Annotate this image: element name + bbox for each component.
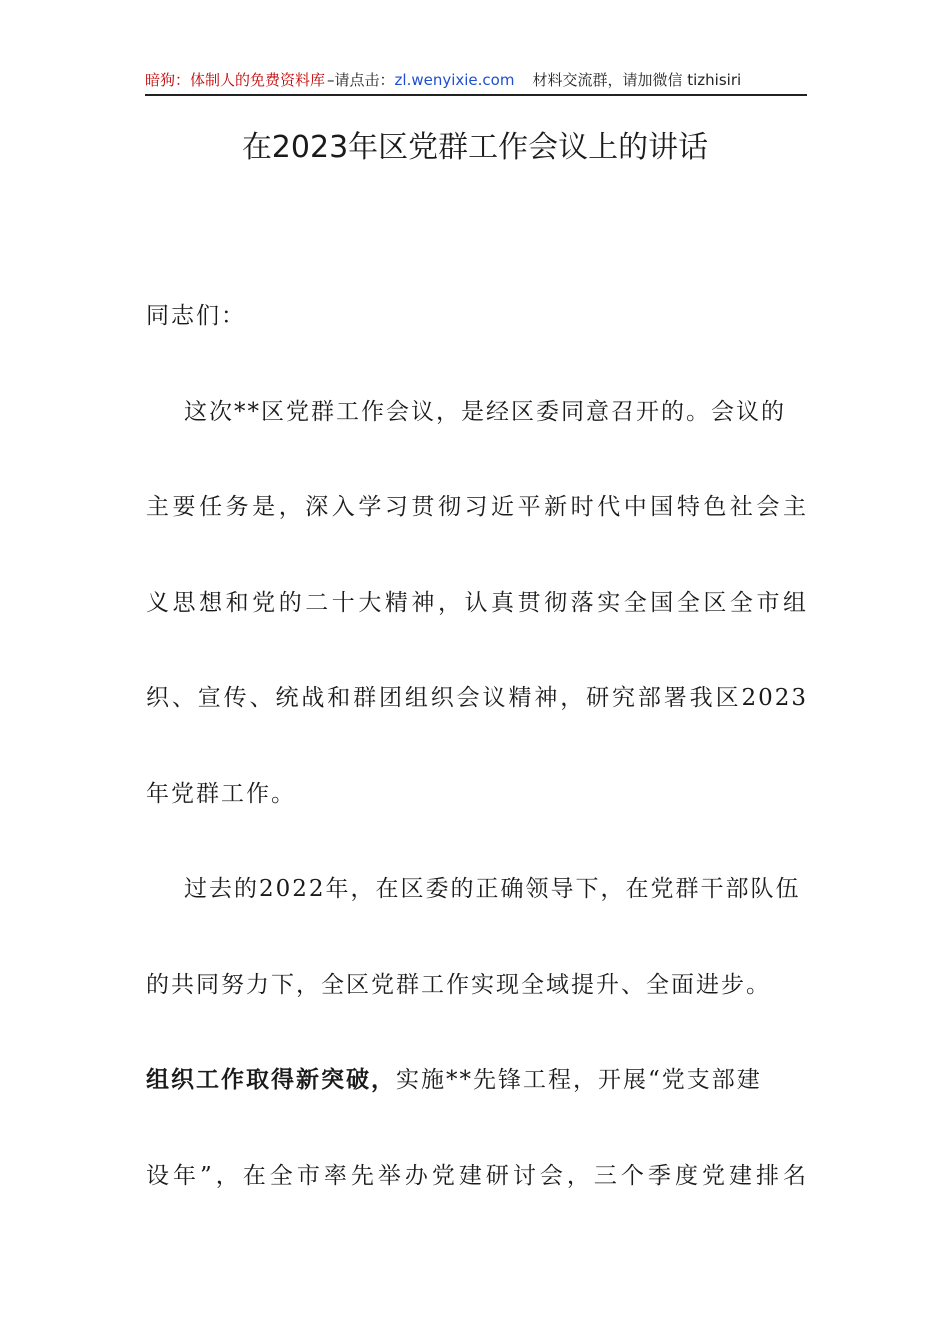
header-group-text: 材料交流群，请加微信 tizhisiri: [532, 71, 742, 89]
document-title: 在2023年区党群工作会议上的讲话: [241, 130, 709, 165]
bold-lead-phrase: 组织工作取得新突破，: [146, 1066, 396, 1093]
paragraph-line: 的共同努力下，全区党群工作实现全域提升、全面进步。: [146, 971, 771, 998]
document-body: [146, 286, 808, 1241]
paragraph-line-text: 实施**先锋工程，开展“党支部建: [396, 1067, 762, 1093]
paragraph-line: 年党群工作。: [146, 780, 296, 807]
header-url-link[interactable]: zl.wenyixie.com: [394, 71, 515, 89]
paragraph-line: 主要任务是，深入学习贯彻习近平新时代中国特色社会主: [146, 494, 808, 520]
paragraph-line: 织、宣传、统战和群团组织会议精神，研究部署我区2023: [146, 685, 808, 711]
document-header: [145, 66, 807, 96]
paragraph-line: [146, 1050, 808, 1146]
paragraph-line: 设年”，在全市率先举办党建研讨会，三个季度党建排名: [146, 1162, 808, 1189]
header-click-prompt: 请点击：: [334, 71, 395, 89]
header-dash: –: [327, 71, 335, 89]
paragraph-line: 过去的2022年，在区委的正确领导下，在党群干部队伍: [184, 876, 801, 902]
paragraph-line: 义思想和党的二十大精神，认真贯彻落实全国全区全市组: [146, 589, 808, 616]
salutation: 同志们：: [146, 303, 246, 329]
header-site-label: 暗狗：体制人的免费资料库: [145, 71, 326, 89]
paragraph-line: 这次**区党群工作会议，是经区委同意召开的。会议的: [184, 398, 786, 425]
